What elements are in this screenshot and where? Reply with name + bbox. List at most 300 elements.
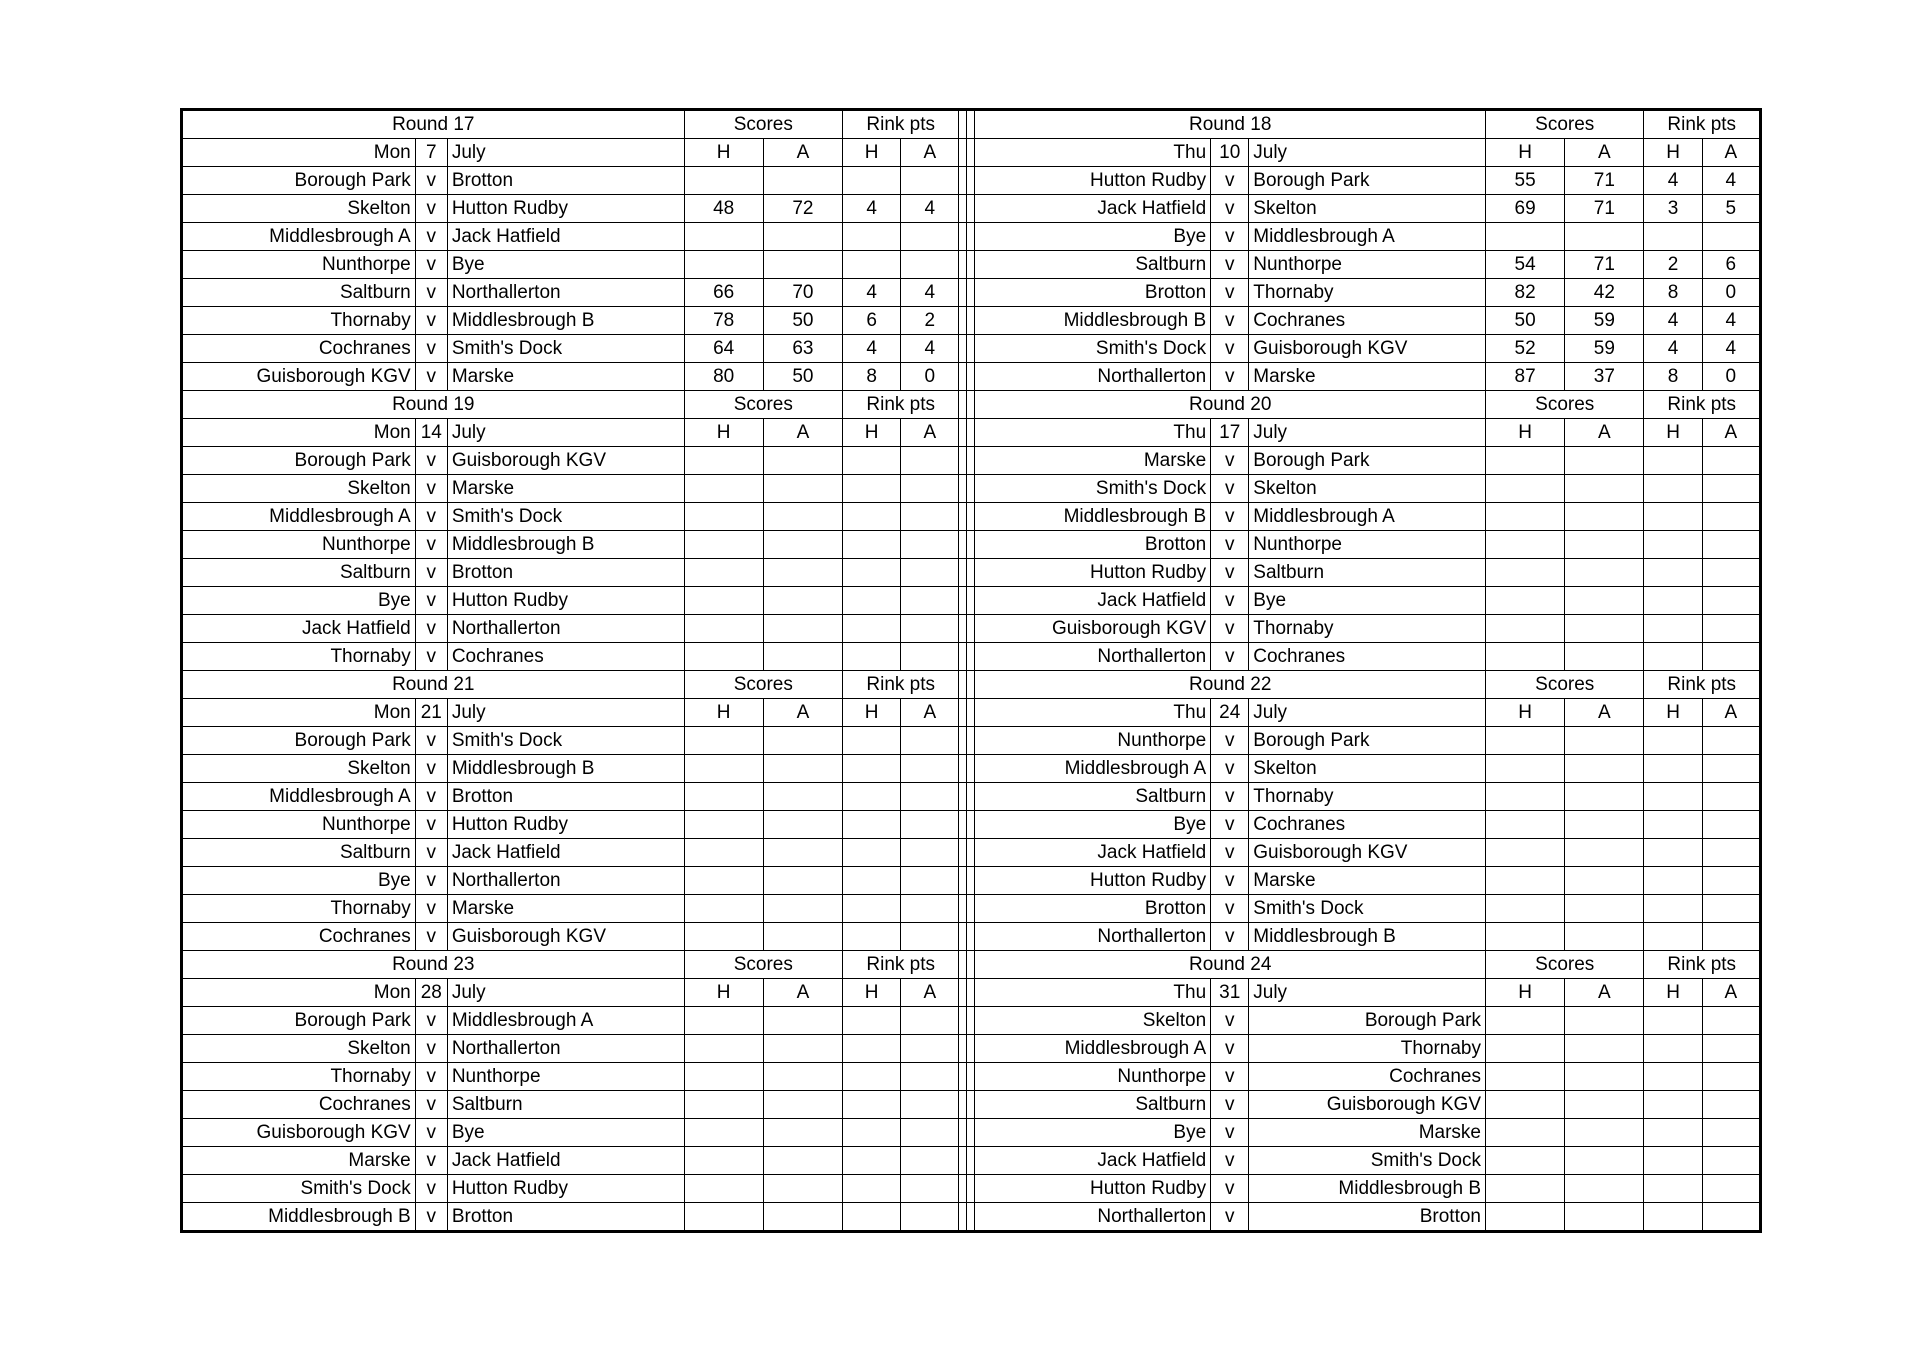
away-rink-pts [1702,895,1759,923]
versus: v [415,1203,447,1231]
away-team: Thornaby [1249,1035,1486,1063]
home-team: Jack Hatfield [975,587,1211,615]
home-rink-pts [1644,923,1702,951]
away-rink-pts [1702,839,1759,867]
versus: v [1211,587,1249,615]
away-team: Guisborough KGV [1249,839,1486,867]
versus: v [415,531,447,559]
home-score [1486,923,1565,951]
away-score [1565,223,1644,251]
away-score: 71 [1565,167,1644,195]
column-spacer [967,475,975,503]
versus: v [1211,615,1249,643]
scores-home-header: H [684,419,763,447]
home-rink-pts [1644,559,1702,587]
scores-away-header: A [1565,699,1644,727]
home-rink-pts [843,1119,901,1147]
versus: v [415,475,447,503]
home-team: Cochranes [183,923,416,951]
away-team: Middlesbrough B [447,531,684,559]
away-score [1565,1035,1644,1063]
away-rink-pts [1702,531,1759,559]
home-rink-pts [843,223,901,251]
home-team: Middlesbrough B [183,1203,416,1231]
scores-away-header: A [763,979,842,1007]
away-rink-pts [1702,223,1759,251]
home-team: Saltburn [975,783,1211,811]
away-team: Guisborough KGV [1249,1091,1486,1119]
home-team: Nunthorpe [183,531,416,559]
table-row [183,559,1760,587]
home-rink-pts [843,1007,901,1035]
away-rink-pts [1702,587,1759,615]
match-date: 10 [1211,139,1249,167]
versus: v [415,195,447,223]
home-score [684,727,763,755]
away-team: Thornaby [1249,615,1486,643]
column-spacer [967,223,975,251]
away-team: Smith's Dock [447,503,684,531]
away-rink-pts [1702,559,1759,587]
home-score [684,251,763,279]
away-team: Jack Hatfield [447,223,684,251]
away-rink-pts [1702,1007,1759,1035]
away-rink-pts [901,1063,959,1091]
versus: v [1211,447,1249,475]
away-rink-pts [1702,755,1759,783]
home-team: Saltburn [975,251,1211,279]
away-score [1565,1203,1644,1231]
home-score [684,615,763,643]
home-rink-pts [1644,1007,1702,1035]
home-rink-pts [1644,1175,1702,1203]
away-score: 63 [763,335,842,363]
versus: v [415,307,447,335]
fixtures-table [182,110,1760,1231]
versus: v [415,783,447,811]
column-spacer [959,867,967,895]
scores-home-header: H [1486,979,1565,1007]
home-team: Middlesbrough B [975,307,1211,335]
rink-home-header: H [843,699,901,727]
column-spacer [967,783,975,811]
column-spacer [967,1091,975,1119]
match-day: Mon [183,699,416,727]
home-score [1486,839,1565,867]
home-rink-pts [843,531,901,559]
home-team: Bye [975,811,1211,839]
home-score [684,447,763,475]
rink-pts-header: Rink pts [843,671,959,699]
home-score [684,811,763,839]
home-score [1486,559,1565,587]
rink-home-header: H [1644,699,1702,727]
table-row [183,1007,1760,1035]
home-team: Middlesbrough A [975,1035,1211,1063]
versus: v [1211,1035,1249,1063]
away-rink-pts: 0 [1702,279,1759,307]
column-spacer [967,699,975,727]
away-team: Smith's Dock [1249,1147,1486,1175]
column-spacer [959,1175,967,1203]
column-spacer [967,1147,975,1175]
home-score [684,1091,763,1119]
column-spacer [967,503,975,531]
home-rink-pts [1644,531,1702,559]
home-team: Skelton [975,1007,1211,1035]
away-team: Marske [447,475,684,503]
home-team: Bye [975,1119,1211,1147]
away-score: 70 [763,279,842,307]
away-team: Bye [447,1119,684,1147]
away-score [1565,1175,1644,1203]
away-score [763,839,842,867]
date-header-row [183,419,1760,447]
versus: v [1211,335,1249,363]
table-row [183,475,1760,503]
table-row [183,167,1760,195]
table-row [183,279,1760,307]
away-rink-pts [901,923,959,951]
home-rink-pts [843,503,901,531]
home-score [684,1035,763,1063]
away-score [763,1007,842,1035]
home-rink-pts: 8 [1644,363,1702,391]
away-score [763,923,842,951]
home-team: Marske [975,447,1211,475]
round-title: Round 24 [975,951,1486,979]
versus: v [415,923,447,951]
home-rink-pts [843,867,901,895]
column-spacer [959,167,967,195]
away-score [763,559,842,587]
versus: v [1211,755,1249,783]
table-row [183,251,1760,279]
home-team: Hutton Rudby [975,167,1211,195]
home-rink-pts [1644,867,1702,895]
home-team: Hutton Rudby [975,1175,1211,1203]
versus: v [415,1091,447,1119]
away-score: 37 [1565,363,1644,391]
away-score: 71 [1565,251,1644,279]
away-rink-pts [1702,643,1759,671]
home-rink-pts [843,559,901,587]
column-spacer [967,951,975,979]
away-score [763,251,842,279]
home-score [684,167,763,195]
rink-home-header: H [1644,979,1702,1007]
away-score [763,755,842,783]
rink-away-header: A [1702,139,1759,167]
away-score [1565,615,1644,643]
away-rink-pts [901,223,959,251]
home-score [684,503,763,531]
home-rink-pts [843,839,901,867]
column-spacer [967,867,975,895]
home-score [684,223,763,251]
versus: v [1211,503,1249,531]
away-rink-pts [1702,1063,1759,1091]
away-rink-pts [901,1147,959,1175]
home-score [684,643,763,671]
home-team: Skelton [183,755,416,783]
home-rink-pts [1644,587,1702,615]
versus: v [1211,1175,1249,1203]
table-row [183,1175,1760,1203]
away-team: Middlesbrough B [1249,923,1486,951]
home-rink-pts [1644,447,1702,475]
away-team: Borough Park [1249,167,1486,195]
away-rink-pts [901,531,959,559]
away-rink-pts: 4 [1702,307,1759,335]
column-spacer [959,1091,967,1119]
versus: v [1211,643,1249,671]
home-rink-pts: 8 [1644,279,1702,307]
away-team: Northallerton [447,279,684,307]
column-spacer [959,307,967,335]
column-spacer [967,839,975,867]
away-score [763,587,842,615]
away-team: Northallerton [447,1035,684,1063]
scores-header: Scores [684,391,842,419]
home-team: Saltburn [183,279,416,307]
home-score [1486,587,1565,615]
column-spacer [967,251,975,279]
match-month: July [447,419,684,447]
home-team: Saltburn [183,559,416,587]
home-score [684,923,763,951]
column-spacer [959,811,967,839]
match-month: July [447,699,684,727]
away-score [763,811,842,839]
away-team: Nunthorpe [1249,531,1486,559]
column-spacer [967,139,975,167]
away-team: Nunthorpe [447,1063,684,1091]
column-spacer [967,279,975,307]
column-spacer [959,699,967,727]
away-rink-pts [1702,503,1759,531]
scores-header: Scores [1486,111,1644,139]
away-score [763,727,842,755]
home-rink-pts [1644,503,1702,531]
away-rink-pts [901,895,959,923]
home-rink-pts [843,727,901,755]
home-team: Smith's Dock [975,335,1211,363]
away-rink-pts: 4 [1702,335,1759,363]
home-rink-pts: 4 [843,279,901,307]
rink-home-header: H [843,979,901,1007]
home-team: Thornaby [183,307,416,335]
home-rink-pts [1644,1147,1702,1175]
away-rink-pts: 0 [1702,363,1759,391]
match-date: 14 [415,419,447,447]
match-date: 7 [415,139,447,167]
scores-away-header: A [1565,979,1644,1007]
column-spacer [967,923,975,951]
home-score [1486,1063,1565,1091]
versus: v [1211,531,1249,559]
home-score [1486,503,1565,531]
table-row [183,503,1760,531]
home-score [1486,1035,1565,1063]
away-team: Middlesbrough B [447,307,684,335]
home-team: Nunthorpe [183,811,416,839]
home-score: 69 [1486,195,1565,223]
home-score [684,755,763,783]
home-rink-pts [843,895,901,923]
home-score [684,1063,763,1091]
away-score [1565,447,1644,475]
column-spacer [967,811,975,839]
away-score [763,475,842,503]
home-rink-pts [843,1091,901,1119]
away-score: 42 [1565,279,1644,307]
away-rink-pts [1702,811,1759,839]
column-spacer [959,895,967,923]
table-row [183,223,1760,251]
match-month: July [447,139,684,167]
home-score: 80 [684,363,763,391]
versus: v [1211,727,1249,755]
home-score [1486,727,1565,755]
away-team: Bye [1249,587,1486,615]
away-team: Guisborough KGV [447,923,684,951]
home-rink-pts [843,783,901,811]
home-score [1486,811,1565,839]
rink-pts-header: Rink pts [1644,951,1760,979]
match-month: July [1249,139,1486,167]
home-rink-pts [843,475,901,503]
home-score: 55 [1486,167,1565,195]
column-spacer [967,727,975,755]
round-header-row [183,111,1760,139]
versus: v [415,1119,447,1147]
away-score [763,643,842,671]
home-rink-pts [843,1063,901,1091]
versus: v [415,1175,447,1203]
away-rink-pts: 4 [901,335,959,363]
away-rink-pts [901,643,959,671]
versus: v [415,867,447,895]
away-score [763,1119,842,1147]
away-team: Middlesbrough A [1249,223,1486,251]
home-team: Borough Park [183,1007,416,1035]
home-team: Guisborough KGV [183,1119,416,1147]
column-spacer [959,727,967,755]
away-rink-pts [1702,1147,1759,1175]
away-team: Cochranes [1249,307,1486,335]
away-rink-pts [901,1203,959,1231]
away-score [1565,867,1644,895]
away-rink-pts [901,1119,959,1147]
rink-away-header: A [901,419,959,447]
column-spacer [959,1007,967,1035]
home-score [684,1119,763,1147]
versus: v [415,223,447,251]
column-spacer [959,447,967,475]
column-spacer [967,419,975,447]
home-score [1486,1091,1565,1119]
versus: v [415,363,447,391]
home-rink-pts [1644,475,1702,503]
column-spacer [959,1119,967,1147]
away-score [1565,531,1644,559]
home-score [1486,447,1565,475]
scores-header: Scores [684,111,842,139]
fixture-sheet [180,108,1762,1233]
home-rink-pts: 4 [843,195,901,223]
column-spacer [967,447,975,475]
table-row [183,811,1760,839]
home-rink-pts [1644,1035,1702,1063]
rink-away-header: A [1702,979,1759,1007]
column-spacer [967,1035,975,1063]
versus: v [415,251,447,279]
home-team: Smith's Dock [183,1175,416,1203]
away-rink-pts [901,503,959,531]
home-rink-pts [1644,727,1702,755]
home-rink-pts [843,1203,901,1231]
versus: v [415,559,447,587]
versus: v [1211,783,1249,811]
table-row [183,307,1760,335]
away-team: Marske [1249,1119,1486,1147]
scores-home-header: H [1486,699,1565,727]
table-row [183,1035,1760,1063]
away-team: Smith's Dock [447,727,684,755]
away-score [763,503,842,531]
match-day: Mon [183,139,416,167]
away-score [763,1147,842,1175]
match-day: Thu [975,139,1211,167]
away-rink-pts [901,447,959,475]
away-score [763,783,842,811]
away-rink-pts [1702,447,1759,475]
away-team: Borough Park [1249,727,1486,755]
column-spacer [959,251,967,279]
away-rink-pts [1702,1091,1759,1119]
rink-away-header: A [901,139,959,167]
away-team: Middlesbrough B [447,755,684,783]
home-team: Jack Hatfield [183,615,416,643]
rink-away-header: A [901,979,959,1007]
home-score [684,559,763,587]
away-score: 50 [763,307,842,335]
away-team: Middlesbrough B [1249,1175,1486,1203]
column-spacer [967,755,975,783]
away-score [1565,811,1644,839]
match-day: Thu [975,419,1211,447]
column-spacer [967,1203,975,1231]
column-spacer [959,531,967,559]
home-score: 48 [684,195,763,223]
away-team: Middlesbrough A [447,1007,684,1035]
away-team: Brotton [447,559,684,587]
versus: v [1211,895,1249,923]
home-team: Middlesbrough B [975,503,1211,531]
away-rink-pts [1702,1175,1759,1203]
date-header-row [183,979,1760,1007]
away-team: Borough Park [1249,447,1486,475]
rink-pts-header: Rink pts [1644,111,1760,139]
rink-pts-header: Rink pts [1644,671,1760,699]
away-score [1565,1091,1644,1119]
home-team: Skelton [183,195,416,223]
match-date: 17 [1211,419,1249,447]
away-rink-pts [901,811,959,839]
home-rink-pts [1644,223,1702,251]
home-team: Borough Park [183,167,416,195]
